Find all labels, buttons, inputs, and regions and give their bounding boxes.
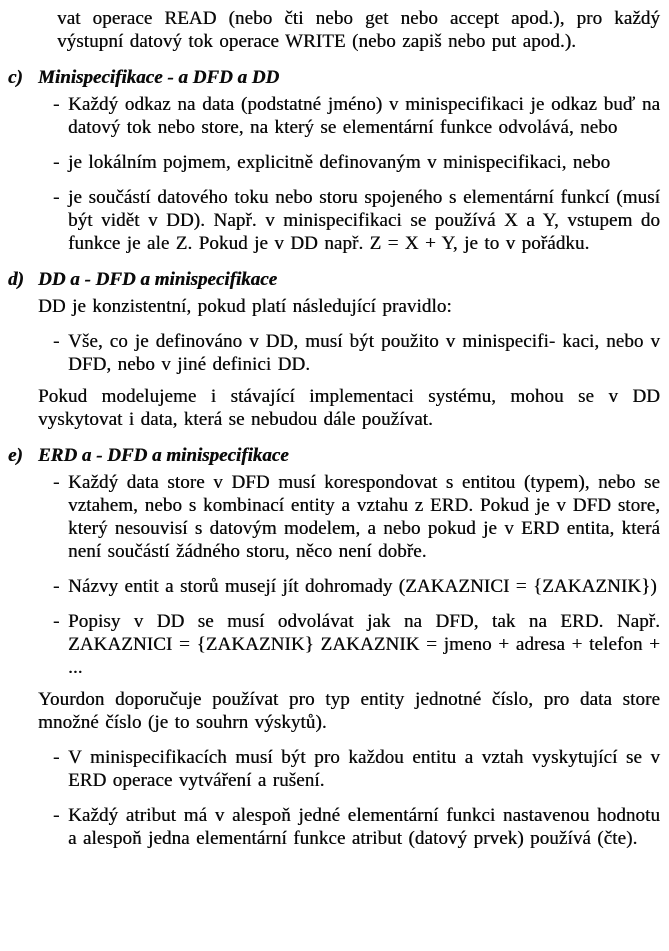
list-item-text: Vše, co je definováno v DD, musí být použito v minispecifi- kaci, nebo v DFD, nebo v jiné definici DD. <box>68 331 660 375</box>
bullet-dash: - <box>53 747 60 768</box>
bullet-dash: - <box>53 152 60 173</box>
section-label: e) <box>8 445 23 466</box>
list-item <box>53 746 660 792</box>
list-item <box>53 93 660 139</box>
paragraph-continuation: vat operace READ (nebo čti nebo get nebo accept apod.), pro každý výstupní datový tok operace WRITE (nebo zapiš nebo put apod.). <box>57 8 660 52</box>
list-item <box>53 804 660 850</box>
list-item <box>53 610 660 679</box>
bullet-dash: - <box>53 472 60 493</box>
section-title: DD a - DFD a minispecifikace <box>38 269 278 290</box>
bullet-dash: - <box>53 94 60 115</box>
list-item <box>53 575 660 598</box>
list-item <box>53 151 660 174</box>
bullet-dash: - <box>53 187 60 208</box>
section-heading <box>8 66 660 89</box>
list-item <box>53 330 660 376</box>
list-item-text: Názvy entit a storů musejí jít dohromady (ZAKAZNICI = {ZAKAZNIK}) <box>68 576 657 597</box>
section-e <box>0 444 669 850</box>
section-label: d) <box>8 269 24 290</box>
bullet-dash: - <box>53 805 60 826</box>
section-title: ERD a - DFD a minispecifikace <box>38 445 289 466</box>
section-d <box>0 268 669 431</box>
section-paragraph: Pokud modelujeme i stávající implementaci systému, mohou se v DD vyskytovat i data, která se nebudou dále používat. <box>38 386 660 430</box>
list-item <box>53 471 660 563</box>
bullet-dash: - <box>53 576 60 597</box>
list-item-text: Každý odkaz na data (podstatné jméno) v minispecifikaci je odkaz buď na datový tok nebo store, na který se elementární funkce odvolává, nebo <box>68 94 660 138</box>
list-item-text: Každý data store v DFD musí korespondovat s entitou (typem), nebo se vztahem, nebo s kombinací entity a vztahu z ERD. Pokud je v DFD store, který nesouvisí s datovým modelem, a nebo pokud je v ERD entita, která není součástí žádného storu, něco není dobře. <box>68 472 660 562</box>
list-item-text: Každý atribut má v alespoň jedné elementární funkci nastavenou hodnotu a alespoň jedna elementární funkce atribut (datový prvek) používá (čte). <box>68 805 660 849</box>
list-item-text: je součástí datového toku nebo storu spojeného s elementární funkcí (musí být vidět v DD). Např. v minispecifikaci se používá X a Y, vstupem do funkce je ale Z. Pokud je v DD např. Z = X + Y, je to v pořádku. <box>68 187 660 254</box>
section-label: c) <box>8 67 23 88</box>
list-item-text: Popisy v DD se musí odvolávat jak na DFD, tak na ERD. Např. ZAKAZNICI = {ZAKAZNIK} ZAKAZNIK = jmeno + adresa + telefon + ... <box>68 611 660 678</box>
bullet-dash: - <box>53 331 60 352</box>
section-paragraph: DD je konzistentní, pokud platí následující pravidlo: <box>38 296 452 317</box>
list-item-text: je lokálním pojmem, explicitně definovaným v minispecifikaci, nebo <box>68 152 611 173</box>
section-paragraph: Yourdon doporučuje používat pro typ entity jednotné číslo, pro data store množné číslo (je to souhrn výskytů). <box>38 689 660 733</box>
section-title: Minispecifikace - a DFD a DD <box>38 67 280 88</box>
list-item <box>53 186 660 255</box>
list-item-text: V minispecifikacích musí být pro každou entitu a vztah vyskytující se v ERD operace vytváření a rušení. <box>68 747 660 791</box>
section-heading <box>8 268 660 291</box>
bullet-dash: - <box>53 611 60 632</box>
section-heading <box>8 444 660 467</box>
section-c <box>0 66 669 255</box>
